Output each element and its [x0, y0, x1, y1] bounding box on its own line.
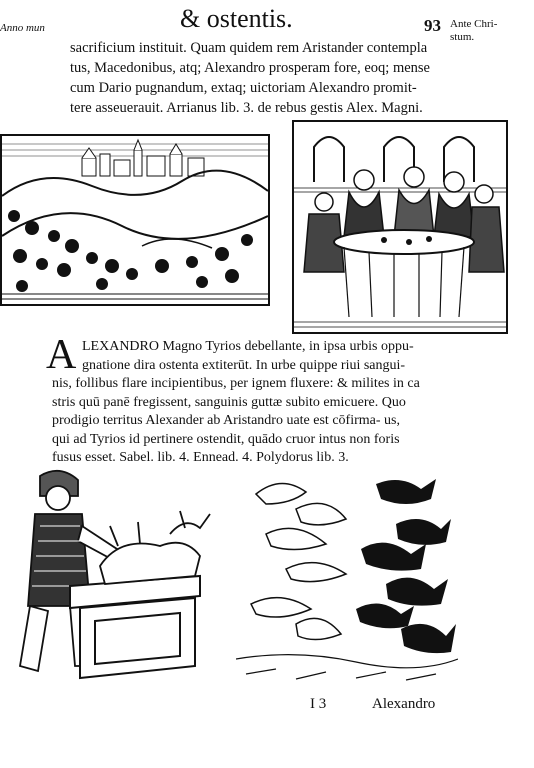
paragraph-continuation: [70, 38, 445, 118]
birds-woodcut-image: [236, 474, 458, 688]
page-number: 93: [424, 16, 441, 35]
banquet-woodcut-image: [294, 122, 506, 332]
text-line: fusus esset. Sabel. lib. 4. Ennead. 4. Polydorus lib. 3.: [52, 450, 349, 465]
margin-date-line: Ante Chri-: [450, 18, 498, 30]
paragraph-tyre-portent: [52, 338, 462, 468]
sacrifice-woodcut-image: [0, 466, 222, 688]
text-line: qui ad Tyrios id pertinere ostendit, quādo cruor intus non foris: [52, 431, 400, 447]
text-line: LEXANDRO Magno Tyrios debellante, in ipsa urbis oppu-: [82, 339, 414, 354]
text-line: tere asseuerauit. Arrianus lib. 3. de rebus gestis Alex. Magni.: [70, 100, 423, 116]
drop-capital: A: [46, 332, 77, 378]
banquet-woodcut: [292, 120, 508, 334]
text-line: gnatione dira ostenta extiterūt. In urbe quippe riui sangui-: [82, 357, 406, 373]
sacrifice-woodcut: [0, 466, 222, 688]
margin-date-note: [450, 18, 520, 44]
text-line: stris quū panē fregissent, sanguinis guttæ subito emicuere. Quo: [52, 394, 406, 410]
landscape-woodcut-image: [2, 136, 268, 304]
landscape-woodcut: [0, 134, 270, 306]
running-title: & ostentis.: [180, 4, 293, 33]
margin-date-line: stum.: [450, 31, 475, 43]
text-line: prodigio territus Alexander ab Aristandro uate est cōfirma- us,: [52, 413, 400, 428]
signature-mark: I 3: [310, 696, 327, 712]
text-line: cum Dario pugnandum, extaq; uictoriam Alexandro promit-: [70, 80, 417, 96]
margin-year-note: Anno mun: [0, 22, 45, 34]
text-line: sacrificium instituit. Quam quidem rem Aristander contempla: [70, 40, 428, 56]
catchword: Alexandro: [372, 696, 436, 712]
birds-woodcut: [236, 474, 458, 688]
text-line: tus, Macedonibus, atq; Alexandro prosperam fore, eoq; mense: [70, 60, 430, 76]
text-line: nis, follibus flare incipientibus, per ignem fluxere: & milites in ca: [52, 376, 420, 391]
